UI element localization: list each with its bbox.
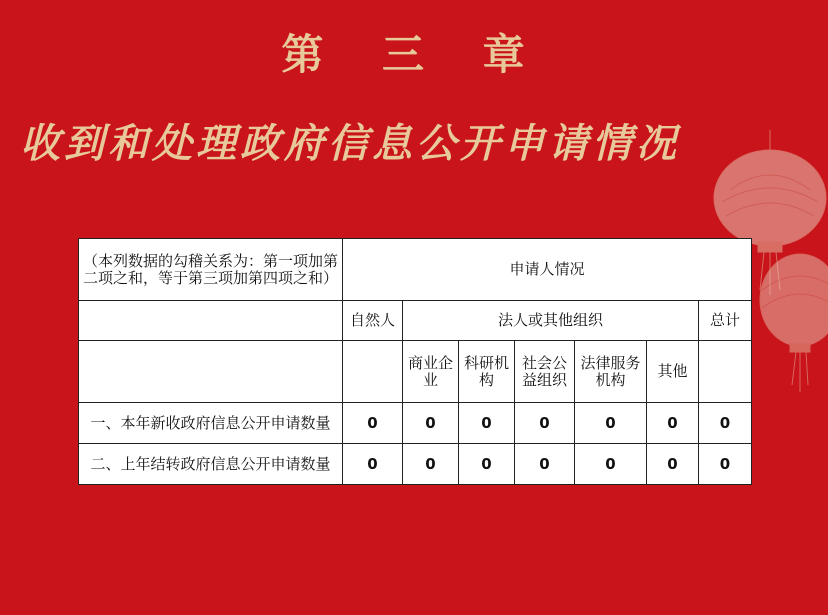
cell-value: 0: [575, 403, 647, 444]
cell-value: 0: [459, 444, 515, 485]
cell-value: 0: [459, 403, 515, 444]
cell-value: 0: [403, 444, 459, 485]
cell-value: 0: [647, 444, 699, 485]
cell-value: 0: [699, 403, 752, 444]
col-legal-services: 法律服务机构: [575, 341, 647, 403]
section-title: 收到和处理政府信息公开申请情况: [20, 120, 680, 167]
cell-value: 0: [343, 403, 403, 444]
lantern-bottom-icon: [760, 254, 828, 392]
applications-table: [78, 238, 752, 485]
cell-value: 0: [699, 444, 752, 485]
empty-cell: [343, 341, 403, 403]
table-row: [79, 403, 752, 444]
row-label: 二、上年结转政府信息公开申请数量: [79, 444, 343, 485]
col-natural-person: 自然人: [343, 301, 403, 341]
chapter-heading: 第 三 章: [281, 30, 547, 79]
empty-cell: [699, 341, 752, 403]
cell-value: 0: [343, 444, 403, 485]
empty-cell: [79, 301, 343, 341]
col-business: 商业企业: [403, 341, 459, 403]
cell-value: 0: [515, 403, 575, 444]
col-public-welfare: 社会公益组织: [515, 341, 575, 403]
empty-cell: [79, 341, 343, 403]
cell-value: 0: [647, 403, 699, 444]
cell-value: 0: [515, 444, 575, 485]
cell-value: 0: [575, 444, 647, 485]
group-legal: 法人或其他组织: [403, 301, 699, 341]
col-total: 总计: [699, 301, 752, 341]
table-row: [79, 444, 752, 485]
cell-value: 0: [403, 403, 459, 444]
header-applicant: 申请人情况: [343, 239, 752, 301]
col-research: 科研机构: [459, 341, 515, 403]
corner-note: （本列数据的勾稽关系为：第一项加第二项之和，等于第三项加第四项之和）: [79, 239, 343, 301]
col-other: 其他: [647, 341, 699, 403]
row-label: 一、本年新收政府信息公开申请数量: [79, 403, 343, 444]
